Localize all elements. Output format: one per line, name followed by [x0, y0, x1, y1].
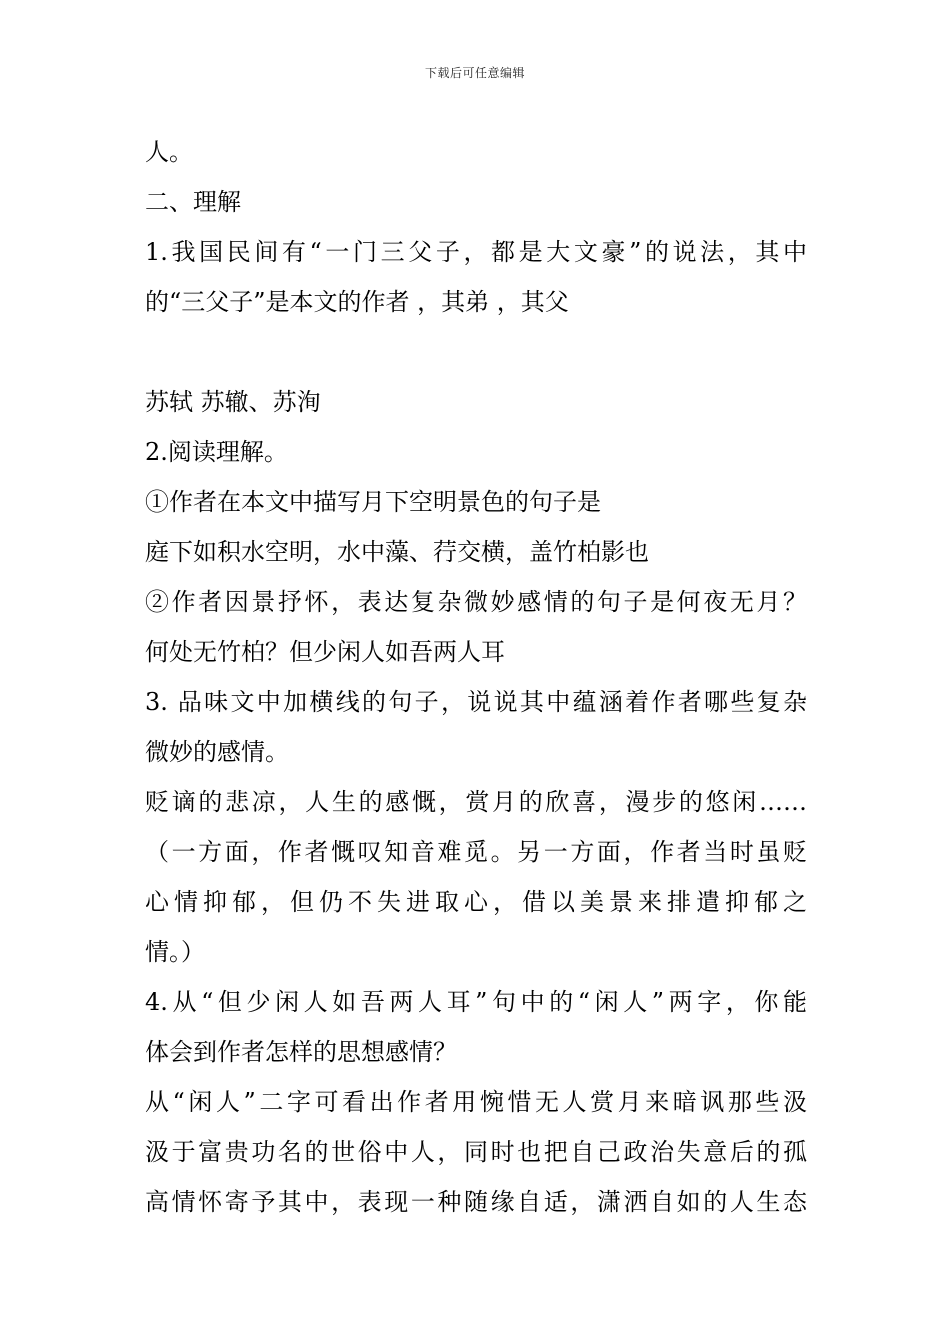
question-1-text: 1.我国民间有“一门三父子，都是大文豪”的说法，其中: [145, 238, 807, 266]
question-2-2: ②作者因景抒怀，表达复杂微妙感情的句子是何夜无月？: [145, 588, 807, 616]
answer-3: 贬谪的悲凉，人生的感慨，赏月的欣喜，漫步的悠闲……: [145, 788, 807, 816]
document-body: [145, 127, 807, 1227]
question-4-text-cont: 体会到作者怎样的思想感情？: [145, 1038, 457, 1066]
question-3-text-cont: 微妙的感情。: [145, 738, 289, 766]
page-header: 下载后可任意编辑: [424, 66, 525, 80]
question-2-heading: 2.阅读理解。: [145, 438, 288, 466]
question-1-text-cont: 的“三父子”是本文的作者 ，其弟 ，其父: [145, 288, 569, 316]
question-2-1: ①作者在本文中描写月下空明景色的句子是: [145, 488, 601, 516]
answer-3-note-cont: 心情抑郁，但仍不失进取心，借以美景来排遣抑郁之: [145, 888, 807, 916]
answer-2-1: 庭下如积水空明，水中藻、荇交横，盖竹柏影也: [145, 538, 649, 566]
answer-4: 从“闲人”二字可看出作者用惋惜无人赏月来暗讽那些汲: [145, 1088, 807, 1116]
answer-3-note: （一方面，作者慨叹知音难觅。另一方面，作者当时虽贬: [145, 838, 807, 866]
answer-1: 苏轼 苏辙、苏洵: [145, 388, 321, 416]
answer-2-2: 何处无竹柏？但少闲人如吾两人耳: [145, 638, 505, 666]
answer-4-cont: 汲于富贵功名的世俗中人，同时也把自己政治失意后的孤: [145, 1138, 807, 1166]
question-3-text: 3. 品味文中加横线的句子，说说其中蕴涵着作者哪些复杂: [145, 688, 807, 716]
answer-3-note-end: 情。）: [145, 938, 205, 966]
section-heading: 二、理解: [145, 188, 241, 216]
question-4-text: 4.从“但少闲人如吾两人耳”句中的“闲人”两字，你能: [145, 988, 807, 1016]
blank-line: [145, 327, 807, 377]
text-line: 人。: [145, 138, 193, 166]
answer-4-cont-2: 高情怀寄予其中，表现一种随缘自适，潇洒自如的人生态: [145, 1188, 807, 1216]
